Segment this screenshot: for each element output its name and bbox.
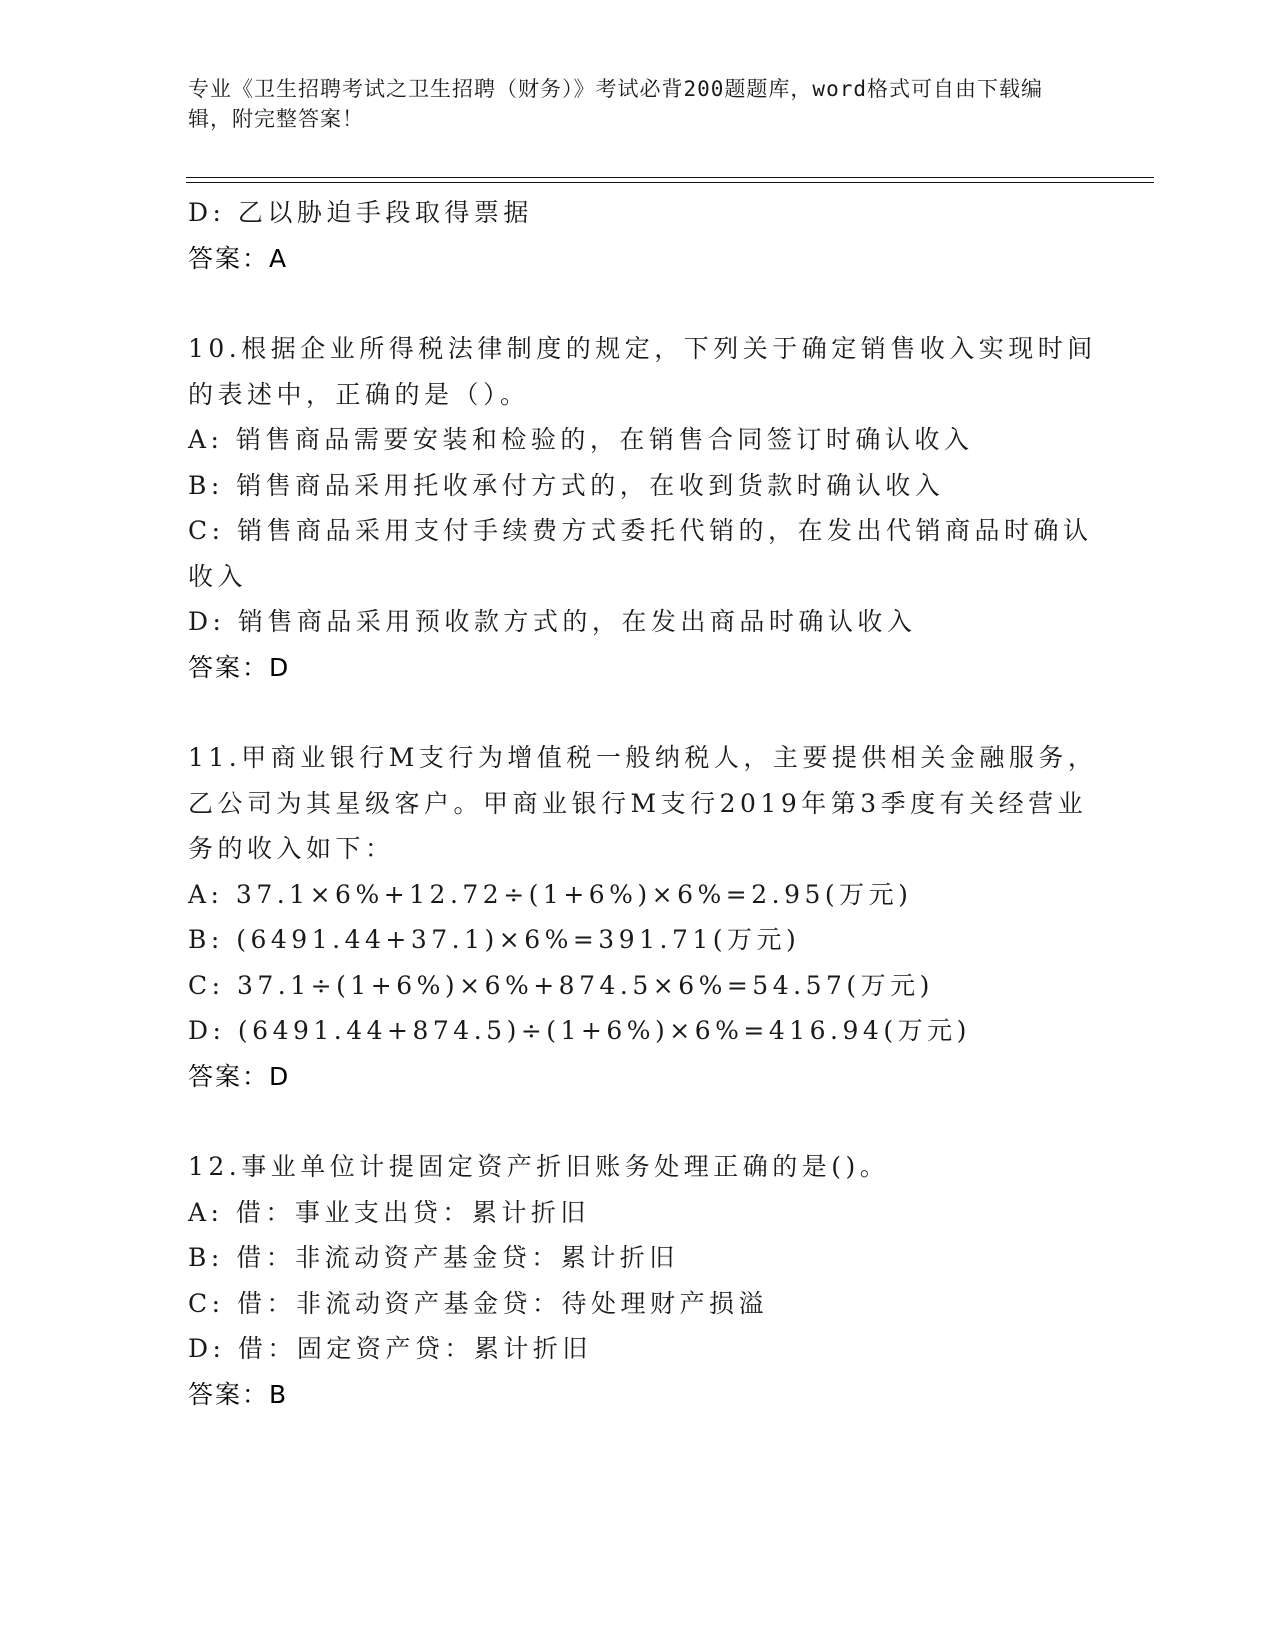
answer-line: 答案：D [188, 1061, 291, 1091]
option-c: C: 销售商品采用支付手续费方式委托代销的，在发出代销商品时确认 [188, 516, 1093, 545]
question-11 [188, 735, 1098, 1099]
spacer [188, 1099, 1088, 1144]
option-d: D: 乙以胁迫手段取得票据 [188, 198, 533, 227]
question-text-line: 乙公司为其星级客户。甲商业银行M支行2019年第3季度有关经营业 [188, 788, 1088, 818]
option-a: A: 借：事业支出贷：累计折旧 [188, 1197, 590, 1227]
answer-line: 答案：A [188, 243, 289, 273]
question-list [188, 190, 1098, 1417]
question-9-tail [188, 190, 1088, 281]
spacer [188, 281, 1088, 326]
question-10 [188, 326, 1097, 690]
question-text-line: 10.根据企业所得税法律制度的规定，下列关于确定销售收入实现时间 [188, 334, 1097, 363]
question-text-line: 12.事业单位计提固定资产折旧账务处理正确的是()。 [188, 1152, 890, 1181]
document-header [188, 74, 1068, 134]
spacer [188, 690, 1088, 735]
option-d: D: 销售商品采用预收款方式的，在发出商品时确认收入 [188, 607, 917, 636]
option-b: B: 借：非流动资产基金贷：累计折旧 [188, 1243, 679, 1272]
header-divider-bottom [186, 182, 1154, 183]
option-d: D: 借：固定资产贷：累计折旧 [188, 1334, 592, 1363]
option-b: B: (6491.44+37.1)×6%=391.71(万元) [188, 925, 801, 954]
option-c-continued: 收入 [188, 561, 248, 591]
header-title: 专业《卫生招聘考试之卫生招聘（财务）》考试必背200题题库，word格式可自由下载编辑，附完整答案！ [188, 77, 1043, 131]
answer-line: 答案：D [188, 652, 291, 682]
option-d: D: (6491.44+874.5)÷(1+6%)×6%=416.94(万元) [188, 1016, 971, 1045]
question-text-line: 务的收入如下： [188, 834, 395, 863]
answer-line: 答案：B [188, 1379, 289, 1409]
option-c: C: 37.1÷(1+6%)×6%+874.5×6%=54.57(万元) [188, 970, 934, 1000]
option-a: A: 37.1×6%+12.72÷(1+6%)×6%=2.95(万元) [188, 879, 913, 909]
question-text-line: 11.甲商业银行M支行为增值税一般纳税人，主要提供相关金融服务， [188, 743, 1098, 772]
question-text-line: 的表述中，正确的是（）。 [188, 379, 530, 409]
option-a: A: 销售商品需要安装和检验的，在销售合同签订时确认收入 [188, 425, 974, 454]
header-divider-top [186, 177, 1154, 178]
option-b: B: 销售商品采用托收承付方式的，在收到货款时确认收入 [188, 470, 945, 500]
question-12 [188, 1144, 1088, 1417]
option-c: C: 借：非流动资产基金贷：待处理财产损溢 [188, 1288, 768, 1318]
